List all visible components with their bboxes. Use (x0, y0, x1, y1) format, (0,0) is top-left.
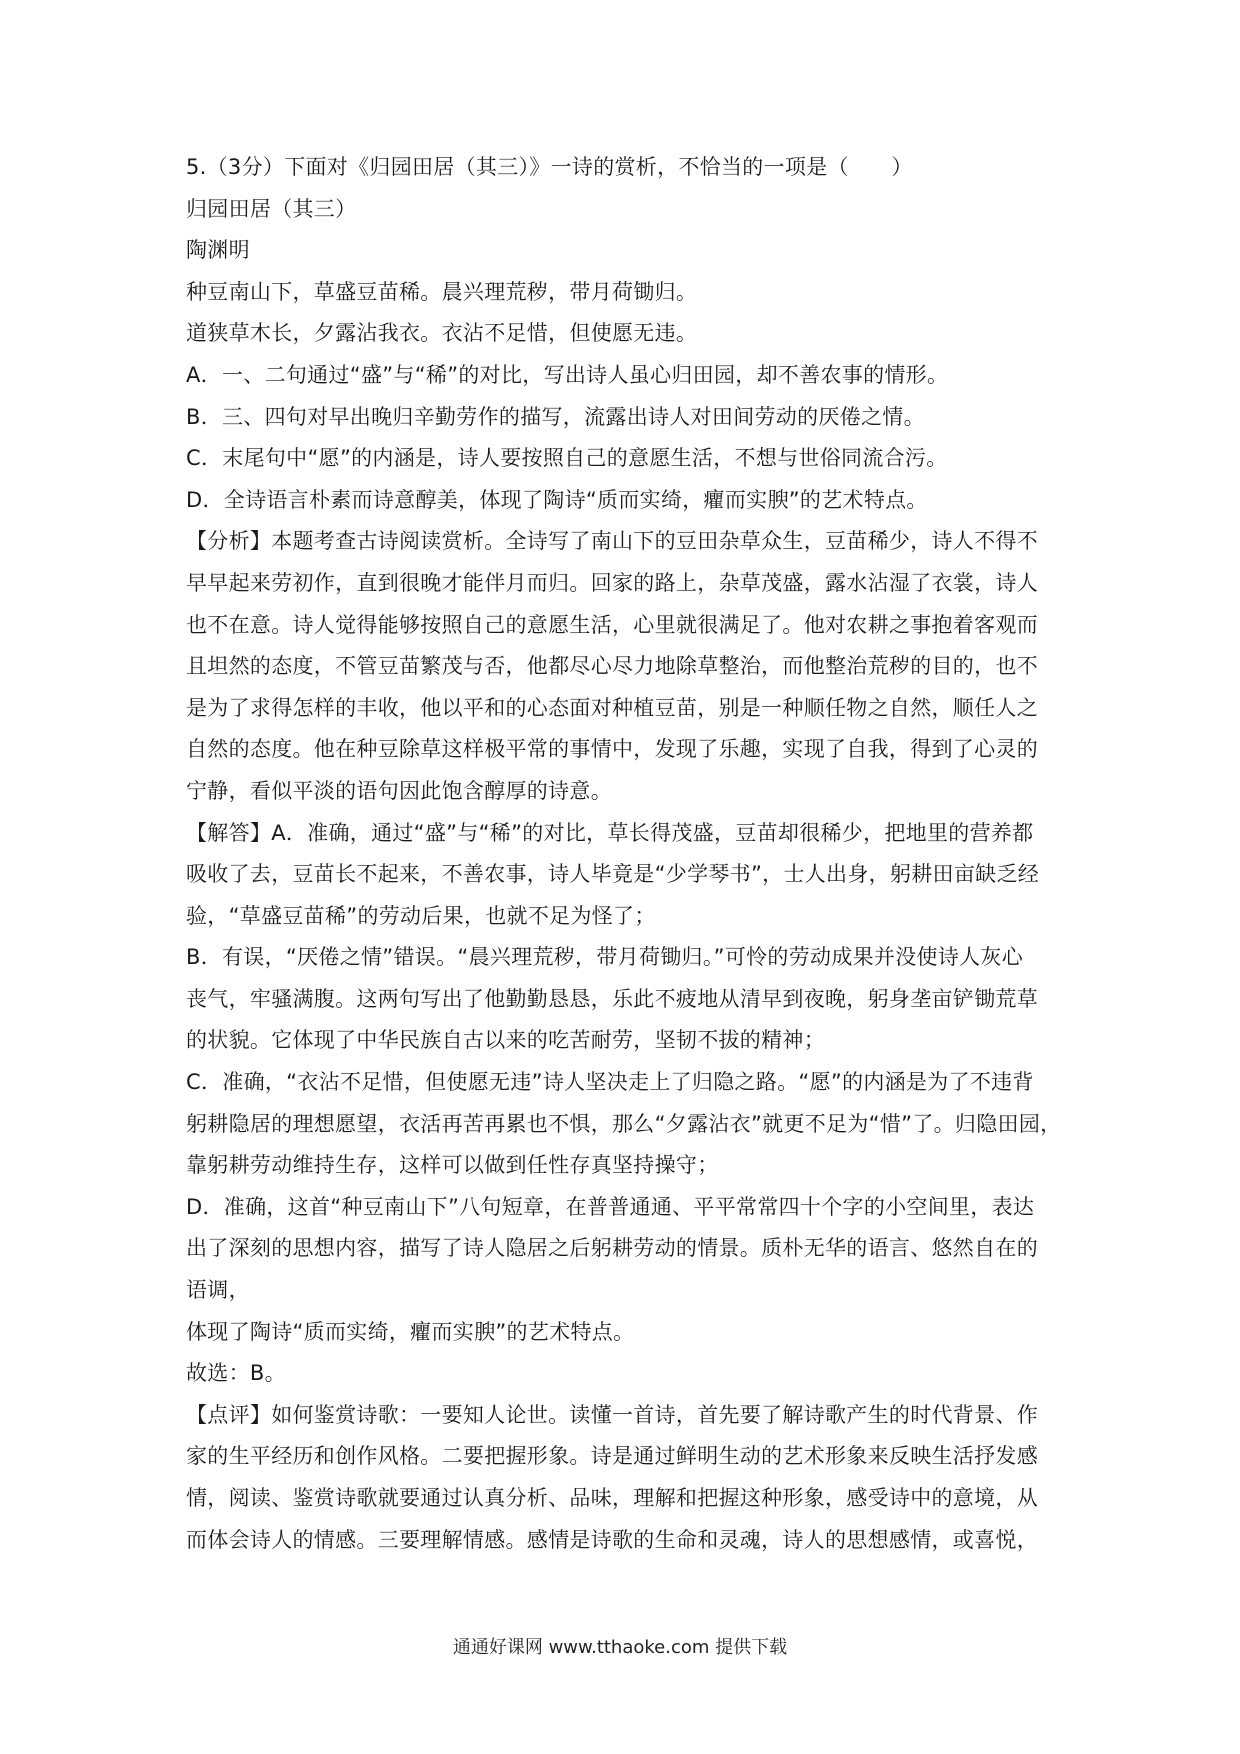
poem-title: 归园田居（其三） (186, 196, 357, 221)
analysis-line: 自然的态度。他在种豆除草这样极平常的事情中，发现了乐趣，实现了自我，得到了心灵的 (186, 737, 1038, 762)
answer-line: 丧气，牢骚满腹。这两句写出了他勤勤恳恳，乐此不疲地从清早到夜晚，躬身垄亩铲锄荒草 (186, 986, 1038, 1011)
option-a: A．一、二句通过“盛”与“稀”的对比，写出诗人虽心归田园，却不善农事的情形。 (186, 362, 949, 387)
answer-line: 出了深刻的思想内容，描写了诗人隐居之后躬耕劳动的情景。质朴无华的语言、悠然自在的 (186, 1236, 1038, 1261)
document-page (186, 147, 1066, 1561)
analysis-line: 也不在意。诗人觉得能够按照自己的意愿生活，心里就很满足了。他对农耕之事抱着客观而 (186, 612, 1038, 637)
question-stem: 5.（3分）下面对《归园田居（其三）》一诗的赏析，不恰当的一项是（ ） (186, 155, 913, 179)
analysis-line: 是为了求得怎样的丰收，他以平和的心态面对种植豆苗，别是一种顺任物之自然，顺任人之 (186, 695, 1038, 720)
poem-author: 陶渊明 (186, 238, 250, 263)
answer-line: 【解答】A．准确，通过“盛”与“稀”的对比，草长得茂盛，豆苗却很稀少，把地里的营养都 (186, 820, 1034, 845)
analysis-line: 【分析】本题考查古诗阅读赏析。全诗写了南山下的豆田杂草众生，豆苗稀少，诗人不得不 (186, 529, 1038, 554)
answer-line: B．有误，“厌倦之情”错误。“晨兴理荒秽，带月荷锄归。”可怜的劳动成果并没使诗人灰心 (186, 945, 1024, 970)
answer-choice: 故选：B。 (186, 1361, 286, 1386)
comment-line: 【点评】如何鉴赏诗歌：一要知人论世。读懂一首诗，首先要了解诗歌产生的时代背景、作 (186, 1402, 1038, 1427)
answer-line: 体现了陶诗“质而实绮，癯而实腴”的艺术特点。 (186, 1319, 635, 1344)
answer-line: 的状貌。它体现了中华民族自古以来的吃苦耐劳，坚韧不拔的精神； (186, 1028, 825, 1053)
page-footer: 通通好课网 www.tthaoke.com 提供下载 (452, 1637, 788, 1658)
analysis-line: 宁静，看似平淡的语句因此饱含醇厚的诗意。 (186, 778, 612, 803)
poem-line: 种豆南山下，草盛豆苗稀。晨兴理荒秽，带月荷锄归。 (186, 279, 698, 304)
option-b: B．三、四句对早出晚归辛勤劳作的描写，流露出诗人对田间劳动的厌倦之情。 (186, 404, 925, 429)
answer-line: D．准确，这首“种豆南山下”八句短章，在普普通通、平平常常四十个字的小空间里，表达 (186, 1194, 1035, 1219)
analysis-line: 且坦然的态度，不管豆苗繁茂与否，他都尽心尽力地除草整治，而他整治荒秽的目的，也不 (186, 654, 1038, 679)
option-c: C．末尾句中“愿”的内涵是，诗人要按照自己的意愿生活，不想与世俗同流合污。 (186, 446, 948, 471)
answer-line: 语调， (186, 1278, 250, 1303)
poem-line: 道狭草木长，夕露沾我衣。衣沾不足惜，但使愿无违。 (186, 321, 698, 346)
answer-line: 靠躬耕劳动维持生存，这样可以做到任性存真坚持操守； (186, 1153, 719, 1178)
analysis-line: 早早起来劳初作，直到很晚才能伴月而归。回家的路上，杂草茂盛，露水沾湿了衣裳，诗人 (186, 570, 1038, 595)
comment-line: 情，阅读、鉴赏诗歌就要通过认真分析、品味，理解和把握这种形象，感受诗中的意境，从 (186, 1486, 1038, 1510)
answer-line: 吸收了去，豆苗长不起来，不善农事，诗人毕竟是“少学琴书”，士人出身，躬耕田亩缺乏经 (186, 862, 1040, 887)
comment-line: 而体会诗人的情感。三要理解情感。感情是诗歌的生命和灵魂，诗人的思想感情，或喜悦， (186, 1527, 1038, 1552)
answer-line: 躬耕隐居的理想愿望，衣活再苦再累也不惧，那么“夕露沾衣”就更不足为“惜”了。归隐田园， (186, 1111, 1062, 1136)
answer-line: C．准确，“衣沾不足惜，但使愿无违”诗人坚决走上了归隐之路。“愿”的内涵是为了不违背 (186, 1070, 1034, 1095)
answer-line: 验，“草盛豆苗稀”的劳动后果，也就不足为怪了； (186, 903, 656, 928)
option-d: D．全诗语言朴素而诗意醇美，体现了陶诗“质而实绮，癯而实腴”的艺术特点。 (186, 487, 928, 512)
comment-line: 家的生平经历和创作风格。二要把握形象。诗是通过鲜明生动的艺术形象来反映生活抒发感 (186, 1444, 1038, 1469)
